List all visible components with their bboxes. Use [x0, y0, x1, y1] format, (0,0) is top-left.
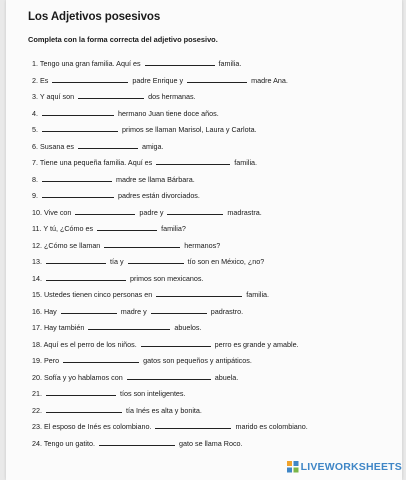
exercise-text: primos se llaman Marisol, Laura y Carlota.	[120, 125, 257, 134]
exercise-text: familia.	[244, 290, 270, 299]
exercise-item	[32, 337, 392, 354]
exercise-text: tía Inés es alta y bonita.	[124, 405, 202, 415]
answer-blank[interactable]	[42, 125, 118, 132]
exercise-text: 10. Vive con	[32, 207, 74, 217]
answer-blank[interactable]	[46, 274, 126, 281]
exercise-item	[32, 221, 392, 238]
exercise-text: 20. Sofía y yo hablamos con	[32, 372, 125, 382]
exercise-item	[32, 106, 392, 123]
answer-blank[interactable]	[155, 422, 231, 429]
exercise-text: primos son mexicanos.	[128, 273, 204, 283]
exercise-item	[32, 73, 392, 90]
exercise-text: 3. Y aquí son	[32, 92, 77, 101]
exercise-item	[32, 205, 392, 222]
exercise-text: 23. El esposo de Inés es colombiano.	[32, 422, 154, 431]
exercise-text: 24. Tengo un gatito.	[32, 438, 98, 448]
exercise-text: gatos son pequeños y antipáticos.	[141, 356, 252, 365]
exercise-text: dos hermanas.	[146, 92, 196, 101]
answer-blank[interactable]	[145, 59, 215, 66]
exercise-item	[32, 89, 392, 106]
exercise-item	[32, 287, 392, 304]
exercise-item	[32, 353, 392, 370]
exercise-text: hermano Juan tiene doce años.	[116, 108, 219, 118]
answer-blank[interactable]	[141, 340, 211, 347]
exercise-item	[32, 320, 392, 337]
exercise-item	[32, 172, 392, 189]
exercise-text: 4.	[32, 108, 40, 118]
exercise-text: madre y	[118, 306, 149, 316]
exercise-text: 22.	[32, 405, 44, 415]
answer-blank[interactable]	[187, 76, 247, 83]
exercise-text: 5.	[32, 125, 40, 134]
exercise-text: 17. Hay también	[32, 323, 87, 332]
exercise-text: padre y	[137, 207, 166, 217]
exercise-text: 8.	[32, 174, 40, 184]
answer-blank[interactable]	[156, 158, 230, 165]
exercise-text: 19. Pero	[32, 356, 62, 365]
exercise-text: abuelos.	[172, 323, 202, 332]
exercise-text: 13.	[32, 257, 44, 266]
exercise-text: 16. Hay	[32, 306, 59, 316]
liveworksheets-brand-text: LIVEWORKSHEETS	[300, 461, 402, 473]
answer-blank[interactable]	[78, 92, 144, 99]
exercise-text: 18. Aquí es el perro de los niños.	[32, 339, 139, 349]
exercise-text: 11. Y tú, ¿Cómo es	[32, 224, 96, 233]
exercise-list	[32, 56, 392, 452]
exercise-text: marido es colombiano.	[233, 422, 308, 431]
exercise-item	[32, 122, 392, 139]
exercise-text: 9.	[32, 191, 40, 200]
exercise-item	[32, 254, 392, 271]
answer-blank[interactable]	[156, 290, 242, 297]
answer-blank[interactable]	[52, 76, 128, 83]
answer-blank[interactable]	[46, 406, 122, 413]
exercise-item	[32, 419, 392, 436]
exercise-item	[32, 370, 392, 387]
answer-blank[interactable]	[127, 373, 211, 380]
answer-blank[interactable]	[75, 208, 135, 215]
exercise-text: madrastra.	[225, 207, 262, 217]
exercise-item	[32, 436, 392, 453]
exercise-text: tía y	[108, 257, 126, 266]
exercise-text: familia.	[232, 158, 258, 167]
exercise-text: padrastro.	[208, 306, 244, 316]
answer-blank[interactable]	[99, 439, 175, 446]
answer-blank[interactable]	[61, 307, 117, 314]
worksheet-instructions: Completa con la forma correcta del adjetivo posesivo.	[28, 35, 218, 44]
exercise-text: abuela.	[212, 372, 239, 382]
exercise-text: padre Enrique y	[130, 75, 186, 85]
exercise-item	[32, 155, 392, 172]
exercise-item	[32, 56, 392, 73]
exercise-text: madre Ana.	[249, 75, 288, 85]
exercise-text: madre se llama Bárbara.	[114, 174, 195, 184]
exercise-text: 1. Tengo una gran familia. Aquí es	[32, 59, 143, 68]
answer-blank[interactable]	[42, 175, 112, 182]
exercise-item	[32, 188, 392, 205]
liveworksheets-icon	[287, 461, 299, 473]
exercise-text: gato se llama Roco.	[177, 438, 243, 448]
exercise-text: 2. Es	[32, 75, 51, 85]
exercise-text: familia?	[159, 224, 186, 233]
answer-blank[interactable]	[42, 191, 114, 198]
exercise-text: padres están divorciados.	[116, 191, 200, 200]
exercise-text: tíos son inteligentes.	[118, 389, 186, 398]
answer-blank[interactable]	[128, 257, 184, 264]
answer-blank[interactable]	[151, 307, 207, 314]
exercise-item	[32, 271, 392, 288]
exercise-item	[32, 304, 392, 321]
exercise-item	[32, 139, 392, 156]
exercise-text: 15. Ustedes tienen cinco personas en	[32, 290, 155, 299]
exercise-text: 14.	[32, 273, 44, 283]
answer-blank[interactable]	[46, 389, 116, 396]
answer-blank[interactable]	[63, 356, 139, 363]
exercise-text: 7. Tiene una pequeña familia. Aquí es	[32, 158, 155, 167]
exercise-item	[32, 403, 392, 420]
exercise-text: tío son en México, ¿no?	[185, 257, 265, 266]
exercise-text: amiga.	[139, 141, 164, 151]
answer-blank[interactable]	[97, 224, 157, 231]
worksheet-page	[6, 0, 402, 480]
liveworksheets-logo	[287, 461, 402, 473]
exercise-text: 6. Susana es	[32, 141, 76, 151]
exercise-text: 21.	[32, 389, 44, 398]
exercise-text: 12. ¿Cómo se llaman	[32, 240, 103, 250]
exercise-text: perro es grande y amable.	[212, 339, 299, 349]
answer-blank[interactable]	[46, 257, 106, 264]
answer-blank[interactable]	[78, 142, 138, 149]
exercise-item	[32, 238, 392, 255]
answer-blank[interactable]	[42, 109, 114, 116]
exercise-item	[32, 386, 392, 403]
answer-blank[interactable]	[167, 208, 223, 215]
exercise-text: hermanos?	[182, 240, 221, 250]
exercise-text: familia.	[216, 59, 242, 68]
worksheet-title: Los Adjetivos posesivos	[28, 11, 161, 23]
answer-blank[interactable]	[104, 241, 180, 248]
answer-blank[interactable]	[88, 323, 170, 330]
